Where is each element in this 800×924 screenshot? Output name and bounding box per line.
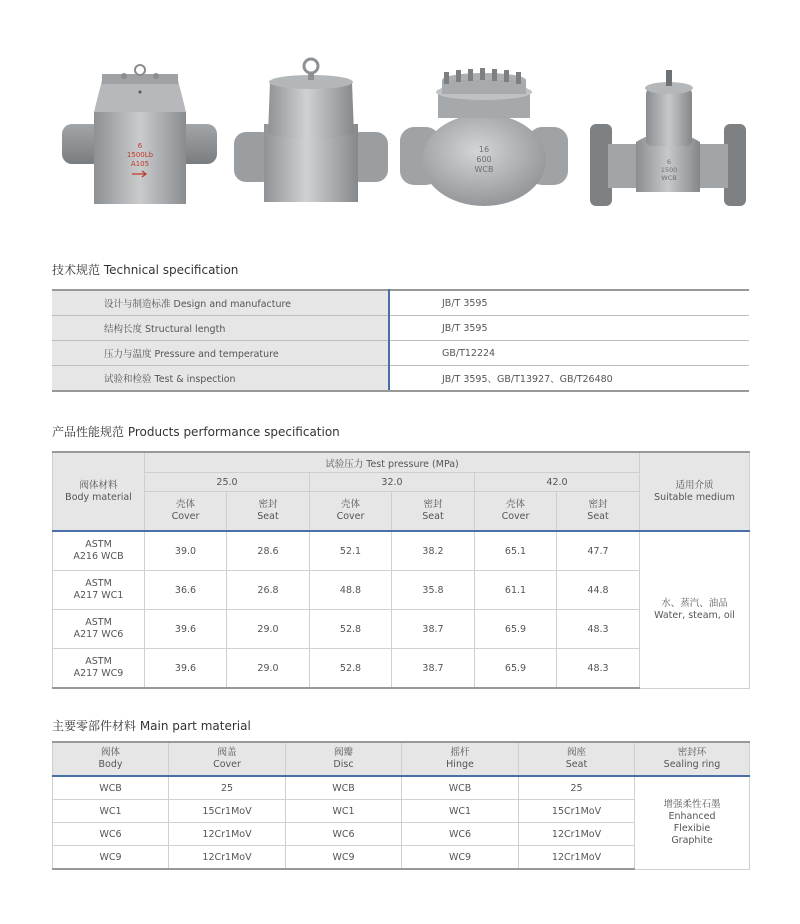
header-en: Hinge [446,759,474,770]
pressure-header: 25.0 [145,473,310,492]
header-en: Cover [336,511,365,522]
value-cell: 35.8 [392,571,475,610]
spec-label: 结构长度 Structural length [52,316,389,341]
table-row [53,531,750,571]
material-line: ASTM [85,578,112,589]
cover-header [475,492,557,532]
valve-photo-1 [62,52,222,212]
header-en: Seat [257,511,279,522]
part-header [635,742,750,776]
material-cell [53,571,145,610]
header-cn: 壳体 [175,499,195,510]
part-header [286,742,402,776]
sealing-line: 增强柔性石墨 [663,798,721,810]
spec-value: JB/T 3595 [389,316,749,341]
material-line: ASTM [85,617,112,628]
marking-text: 1500Lb [126,151,154,159]
value-cell: 26.8 [227,571,310,610]
cover-header [310,492,392,532]
part-cell: 12Cr1MoV [169,846,286,870]
header-en: Disc [333,759,354,770]
marking-text: A105 [130,160,150,168]
material-cell [53,649,145,689]
marking-text: 1500 [660,166,678,174]
value-cell: 44.8 [557,571,640,610]
header-cn: 阀体材料 [79,479,118,491]
marking-text: 6 [137,142,143,150]
body-material-header [53,452,145,531]
marking-text: WCB [661,174,677,182]
spec-label: 压力与温度 Pressure and temperature [52,341,389,366]
spec-value: JB/T 3595 [389,290,749,316]
technical-title: 技术规范 Technical specification [52,263,239,277]
sealing-line: Graphite [671,834,713,846]
value-cell: 52.8 [310,649,392,689]
value-cell: 38.7 [392,610,475,649]
header-cn: 摇杆 [450,747,470,758]
value-cell: 52.8 [310,610,392,649]
marking-text: WCB [474,165,494,174]
value-cell: 39.6 [145,649,227,689]
value-cell: 48.3 [557,649,640,689]
material-line: ASTM [85,539,112,550]
valve-photo-2 [230,52,390,212]
header-en: Seat [587,511,609,522]
spec-label: 设计与制造标准 Design and manufacture [52,290,389,316]
table-row [52,341,749,366]
main-part-material-table [52,741,750,870]
part-cell: WC9 [402,846,519,870]
table-row [52,316,749,341]
pressure-header: 42.0 [475,473,640,492]
header-cn: 密封 [588,499,608,510]
header-cn: 密封 [423,499,443,510]
header-cn: 密封环 [677,747,707,758]
material-cell [53,610,145,649]
seat-header [227,492,310,532]
pressure-header: 32.0 [310,473,475,492]
medium-cn: 水、蒸汽、油品 [661,597,728,609]
header-cn: 阀盖 [217,747,237,758]
parts-title: 主要零部件材料 Main part material [52,719,251,733]
value-cell: 65.1 [475,531,557,571]
part-cell: WC1 [286,800,402,823]
part-cell: 25 [519,776,635,800]
technical-spec-table [52,289,749,392]
part-header [53,742,169,776]
spec-label: 试验和检验 Test & inspection [52,366,389,392]
part-cell: 15Cr1MoV [519,800,635,823]
part-cell: 12Cr1MoV [519,846,635,870]
part-cell: 15Cr1MoV [169,800,286,823]
table-row [52,366,749,392]
value-cell: 52.1 [310,531,392,571]
header-cn: 阀座 [566,747,586,758]
header-en: Body material [65,491,132,503]
part-cell: WC1 [53,800,169,823]
valve-photo-4 [586,52,750,212]
value-cell: 29.0 [227,610,310,649]
header-cn: 壳体 [340,499,360,510]
value-cell: 48.8 [310,571,392,610]
header-cn: 阀瓣 [333,747,353,758]
part-cell: WC9 [53,846,169,870]
value-cell: 39.0 [145,531,227,571]
part-cell: WC6 [402,823,519,846]
header-cn: 密封 [258,499,278,510]
part-header [402,742,519,776]
seat-header [392,492,475,532]
header-en: Suitable medium [654,491,735,503]
sealing-ring-cell [635,776,750,869]
part-header [169,742,286,776]
header-cn: 阀体 [100,747,120,758]
part-cell: WCB [53,776,169,800]
value-cell: 38.2 [392,531,475,571]
value-cell: 28.6 [227,531,310,571]
seat-header [557,492,640,532]
header-en: Seat [565,759,588,770]
marking-text: 600 [476,155,492,164]
performance-title: 产品性能规范 Products performance specification [52,425,340,439]
part-cell: WCB [286,776,402,800]
value-cell: 65.9 [475,610,557,649]
part-cell: WC9 [286,846,402,870]
valve-photo-3 [400,52,570,212]
header-cn: 壳体 [505,499,525,510]
part-cell: WC6 [53,823,169,846]
test-pressure-header: 试验压力 Test pressure (MPa) [145,452,640,473]
part-cell: WC6 [286,823,402,846]
material-line: A217 WC6 [73,629,124,640]
suitable-medium-header [640,452,750,531]
part-cell: 12Cr1MoV [519,823,635,846]
material-line: A217 WC1 [73,590,124,601]
header-en: Cover [213,759,241,770]
sealing-line: Flexibie [673,822,711,834]
header-en: Cover [171,511,200,522]
cover-header [145,492,227,532]
value-cell: 36.6 [145,571,227,610]
value-cell: 65.9 [475,649,557,689]
header-en: Body [98,759,123,770]
header-en: Cover [501,511,530,522]
value-cell: 47.7 [557,531,640,571]
value-cell: 29.0 [227,649,310,689]
material-line: A217 WC9 [73,668,124,679]
medium-cell [640,531,750,688]
marking-text: 16 [478,145,490,154]
material-line: ASTM [85,656,112,667]
sealing-line: Enhanced [668,810,716,822]
part-cell: WCB [402,776,519,800]
product-photos [50,52,750,222]
value-cell: 39.6 [145,610,227,649]
value-cell: 48.3 [557,610,640,649]
part-header [519,742,635,776]
part-cell: 25 [169,776,286,800]
header-en: Seat [422,511,444,522]
value-cell: 61.1 [475,571,557,610]
part-cell: WC1 [402,800,519,823]
material-line: A216 WCB [73,551,124,562]
material-cell [53,531,145,571]
header-en: Sealing ring [663,759,721,770]
medium-en: Water, steam, oil [654,609,735,621]
table-row [52,290,749,316]
spec-value: GB/T12224 [389,341,749,366]
marking-text: 6 [666,158,672,166]
part-cell: 12Cr1MoV [169,823,286,846]
table-row [53,776,750,800]
header-cn: 适用介质 [675,479,714,491]
spec-value: JB/T 3595、GB/T13927、GB/T26480 [389,366,749,392]
value-cell: 38.7 [392,649,475,689]
performance-table [52,451,750,689]
